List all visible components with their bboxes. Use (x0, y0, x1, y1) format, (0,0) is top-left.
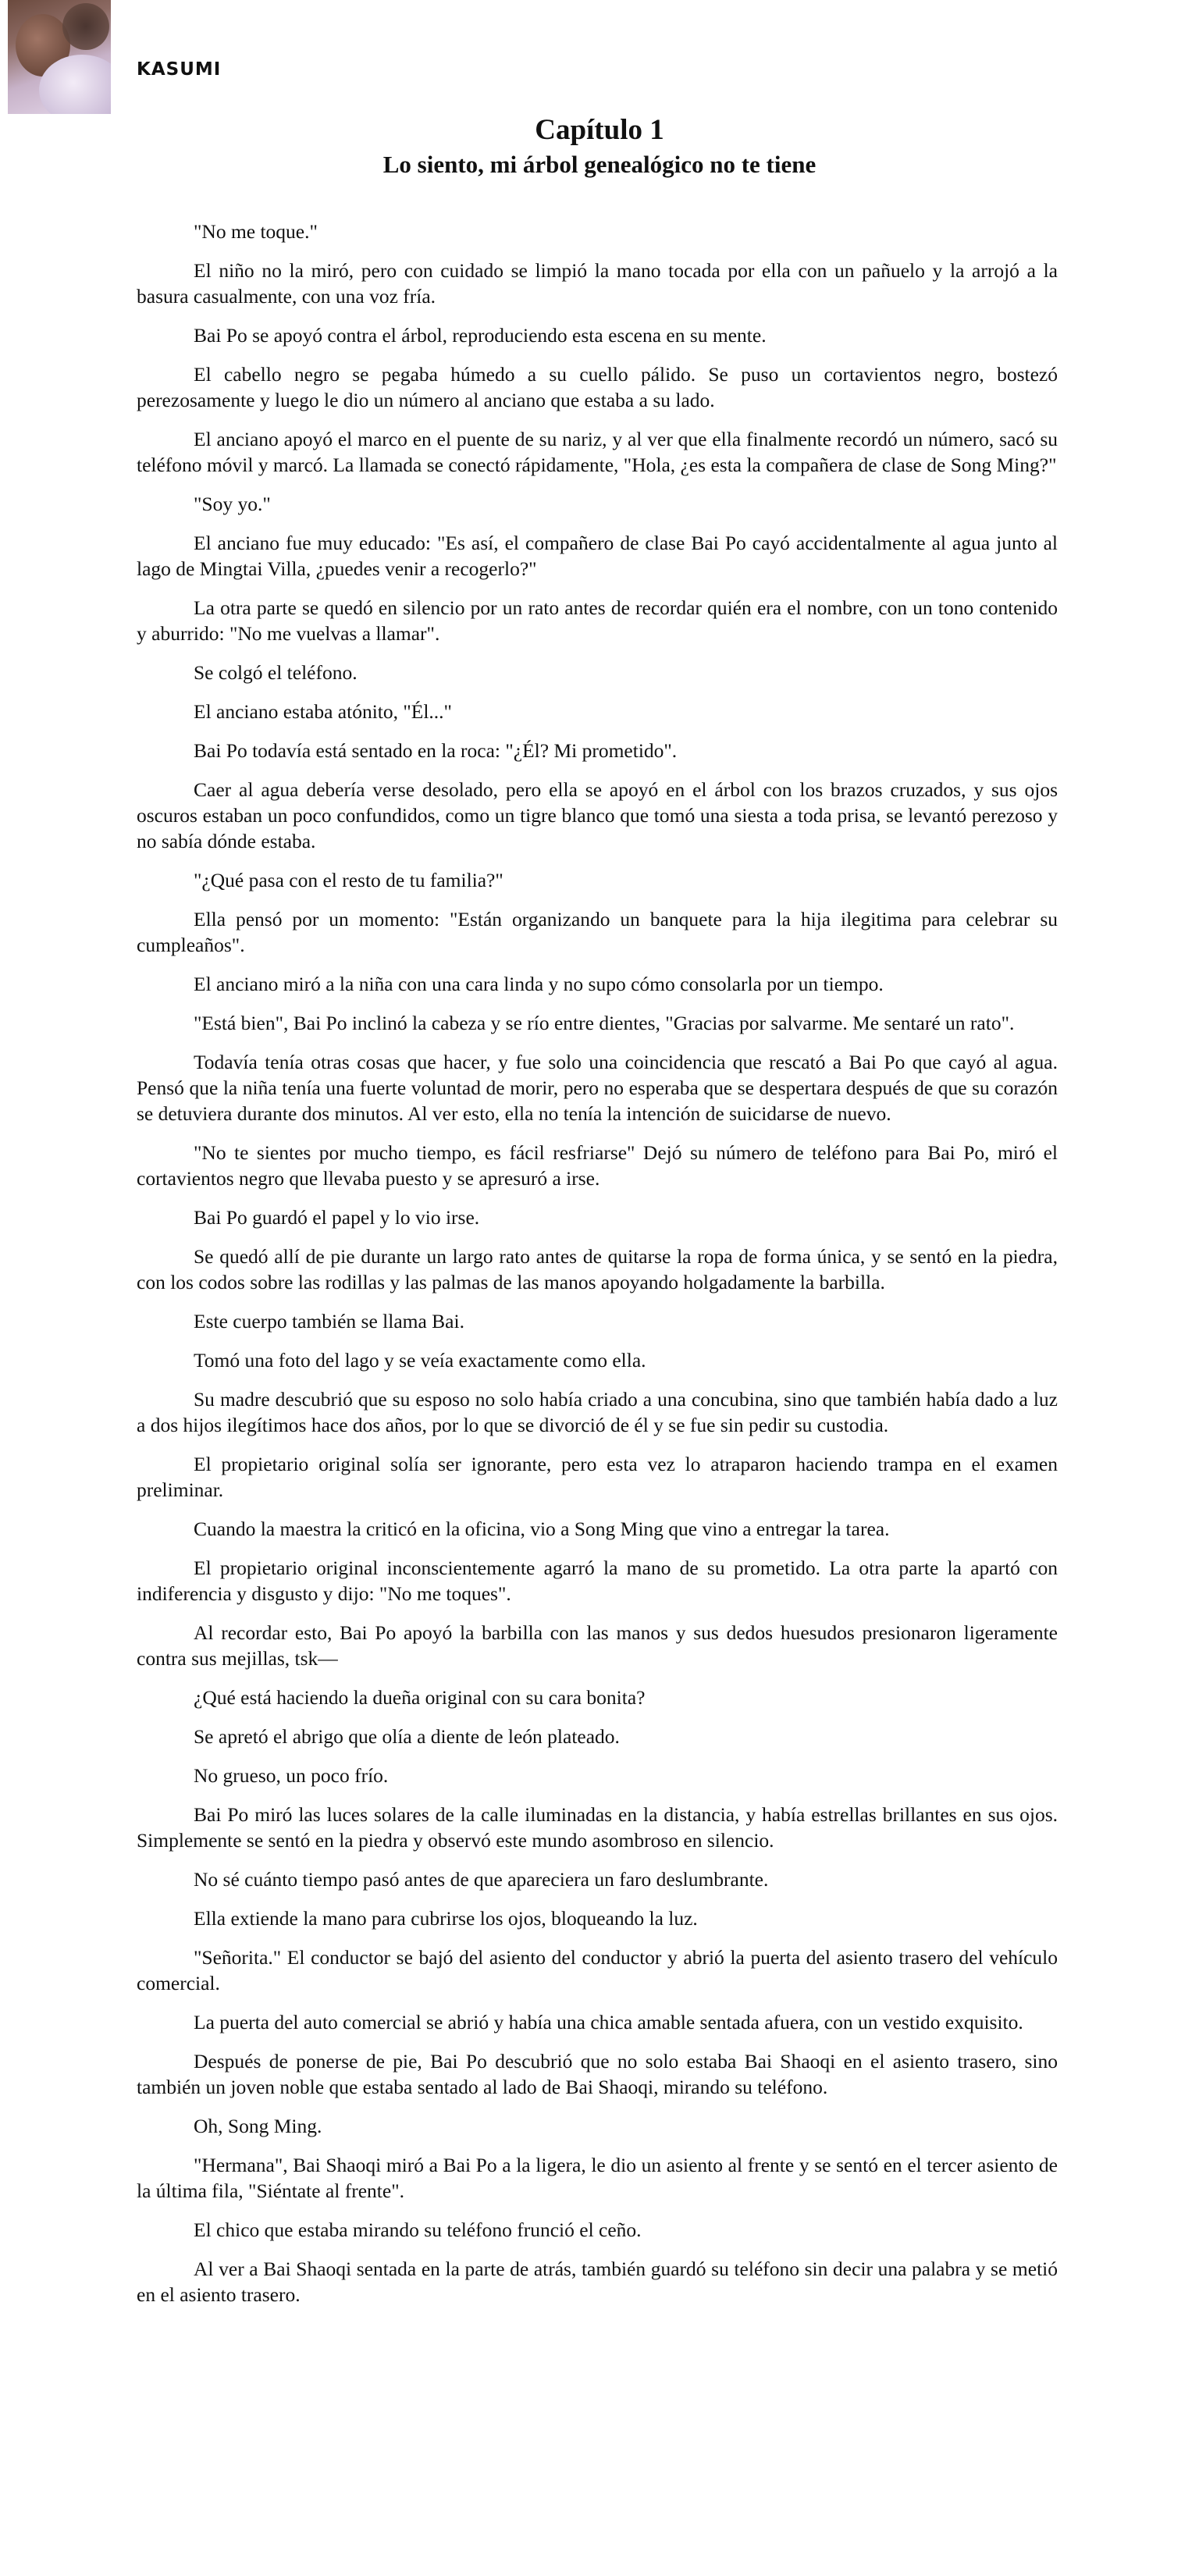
chapter-subtitle: Lo siento, mi árbol genealógico no te tiene (382, 151, 817, 178)
paragraph: Se quedó allí de pie durante un largo rato antes de quitarse la ropa de forma única, y se sentó en la piedra, con los codos sobre las rodillas y las palmas de las manos apoyando holgadamente la barbilla. (137, 1245, 1058, 1293)
paragraph: Oh, Song Ming. (194, 2115, 322, 2137)
paragraph: Todavía tenía otras cosas que hacer, y fue solo una coincidencia que rescató a Bai Po que cayó al agua. Pensó que la niña tenía una fuerte voluntad de morir, pero no esperaba que se despertara después de que su corazón se detuviera durante dos minutos. Al ver esto, ella no tenía la intención de suicidarse de nuevo. (137, 1051, 1058, 1125)
paragraph: El propietario original inconscientemente agarró la mano de su prometido. La otra parte la apartó con indiferencia y disgusto y dijo: "No me toques". (137, 1557, 1058, 1605)
paragraph: Después de ponerse de pie, Bai Po descubrió que no solo estaba Bai Shaoqi en el asiento trasero, sino también un joven noble que estaba sentado al lado de Bai Shaoqi, mirando su teléfono. (137, 2050, 1058, 2098)
paragraph: El propietario original solía ser ignorante, pero esta vez lo atraparon haciendo trampa en el examen preliminar. (137, 1453, 1058, 1501)
paragraph: "Está bien", Bai Po inclinó la cabeza y se río entre dientes, "Gracias por salvarme. Me sentaré un rato". (194, 1012, 1015, 1034)
paragraph: El anciano miró a la niña con una cara linda y no supo cómo consolarla por un tiempo. (194, 973, 884, 995)
paragraph: Al recordar esto, Bai Po apoyó la barbilla con las manos y sus dedos huesudos presionaron ligeramente contra sus mejillas, tsk— (137, 1621, 1058, 1670)
paragraph: El niño no la miró, pero con cuidado se limpió la mano tocada por ella con un pañuelo y la arrojó a la basura casualmente, con una voz fría. (137, 259, 1058, 308)
paragraph: El chico que estaba mirando su teléfono frunció el ceño. (194, 2218, 642, 2241)
paragraph: Se apretó el abrigo que olía a diente de león plateado. (194, 1725, 620, 1748)
paragraph: Este cuerpo también se llama Bai. (194, 1310, 464, 1332)
paragraph: Bai Po se apoyó contra el árbol, reproduciendo esta escena en su mente. (194, 324, 767, 347)
brand-label: KASUMI (137, 59, 222, 80)
paragraph: La puerta del auto comercial se abrió y había una chica amable sentada afuera, con un vestido exquisito. (194, 2011, 1023, 2033)
cover-figure-shadow (62, 3, 109, 50)
paragraph: No sé cuánto tiempo pasó antes de que apareciera un faro deslumbrante. (194, 1868, 769, 1891)
paragraph: Se colgó el teléfono. (194, 661, 358, 684)
paragraph: "Señorita." El conductor se bajó del asiento del conductor y abrió la puerta del asiento trasero del vehículo comercial. (137, 1946, 1058, 1994)
paragraph: Su madre descubrió que su esposo no solo había criado a una concubina, sino que también había dado a luz a dos hijos ilegítimos hace dos años, por lo que se divorció de él y se fue sin pedir su custodia. (137, 1388, 1058, 1436)
paragraph: "¿Qué pasa con el resto de tu familia?" (194, 869, 503, 891)
paragraph: "Hermana", Bai Shaoqi miró a Bai Po a la ligera, le dio un asiento al frente y se sentó en el tercer asiento de la última fila, "Siéntate al frente". (137, 2154, 1058, 2202)
paragraph: Bai Po guardó el papel y lo vio irse. (194, 1206, 480, 1229)
paragraph: Tomó una foto del lago y se veía exactamente como ella. (194, 1349, 646, 1372)
paragraph: Ella extiende la mano para cubrirse los ojos, bloqueando la luz. (194, 1907, 698, 1930)
book-cover-image (8, 0, 111, 114)
paragraph: Bai Po todavía está sentado en la roca: "¿Él? Mi prometido". (194, 739, 678, 762)
paragraph: Ella pensó por un momento: "Están organizando un banquete para la hija ilegitima para celebrar su cumpleaños". (137, 908, 1058, 956)
paragraph: Al ver a Bai Shaoqi sentada en la parte de atrás, también guardó su teléfono sin decir una palabra y se metió en el asiento trasero. (137, 2258, 1058, 2306)
paragraph: El cabello negro se pegaba húmedo a su cuello pálido. Se puso un cortavientos negro, bostezó perezosamente y luego le dio un número al anciano que estaba a su lado. (137, 363, 1058, 411)
paragraph: Cuando la maestra la criticó en la oficina, vio a Song Ming que vino a entregar la tarea. (194, 1517, 890, 1540)
paragraph: Caer al agua debería verse desolado, pero ella se apoyó en el árbol con los brazos cruzados, y sus ojos oscuros estaban un poco confundidos, como un tigre blanco que tomó una siesta a toda prisa, se levantó perezoso y no sabía dónde estaba. (137, 778, 1058, 852)
chapter-title: Capítulo 1 (535, 114, 664, 146)
paragraph: "Soy yo." (194, 493, 271, 515)
paragraph: No grueso, un poco frío. (194, 1764, 389, 1787)
paragraph: Bai Po miró las luces solares de la calle iluminadas en la distancia, y había estrellas brillantes en sus ojos. Simplemente se sentó en la piedra y observó este mundo asombroso en silencio. (137, 1803, 1058, 1852)
paragraph: ¿Qué está haciendo la dueña original con su cara bonita? (194, 1686, 646, 1709)
paragraph: "No te sientes por mucho tiempo, es fácil resfriarse" Dejó su número de teléfono para Bai Po, miró el cortavientos negro que llevaba puesto y se apresuró a irse. (137, 1141, 1058, 1190)
paragraph: El anciano fue muy educado: "Es así, el compañero de clase Bai Po cayó accidentalmente al agua junto al lago de Mingtai Villa, ¿puedes venir a recogerlo?" (137, 532, 1058, 580)
chapter-body (137, 219, 1058, 2321)
paragraph: El anciano estaba atónito, "Él..." (194, 700, 452, 723)
paragraph: "No me toque." (194, 220, 318, 243)
paragraph: El anciano apoyó el marco en el puente de su nariz, y al ver que ella finalmente recordó un número, sacó su teléfono móvil y marcó. La llamada se conectó rápidamente, "Hola, ¿es esta la compañera de clase de Song Ming?" (137, 428, 1058, 476)
paragraph: La otra parte se quedó en silencio por un rato antes de recordar quién era el nombre, con un tono contenido y aburrido: "No me vuelvas a llamar". (137, 596, 1058, 645)
